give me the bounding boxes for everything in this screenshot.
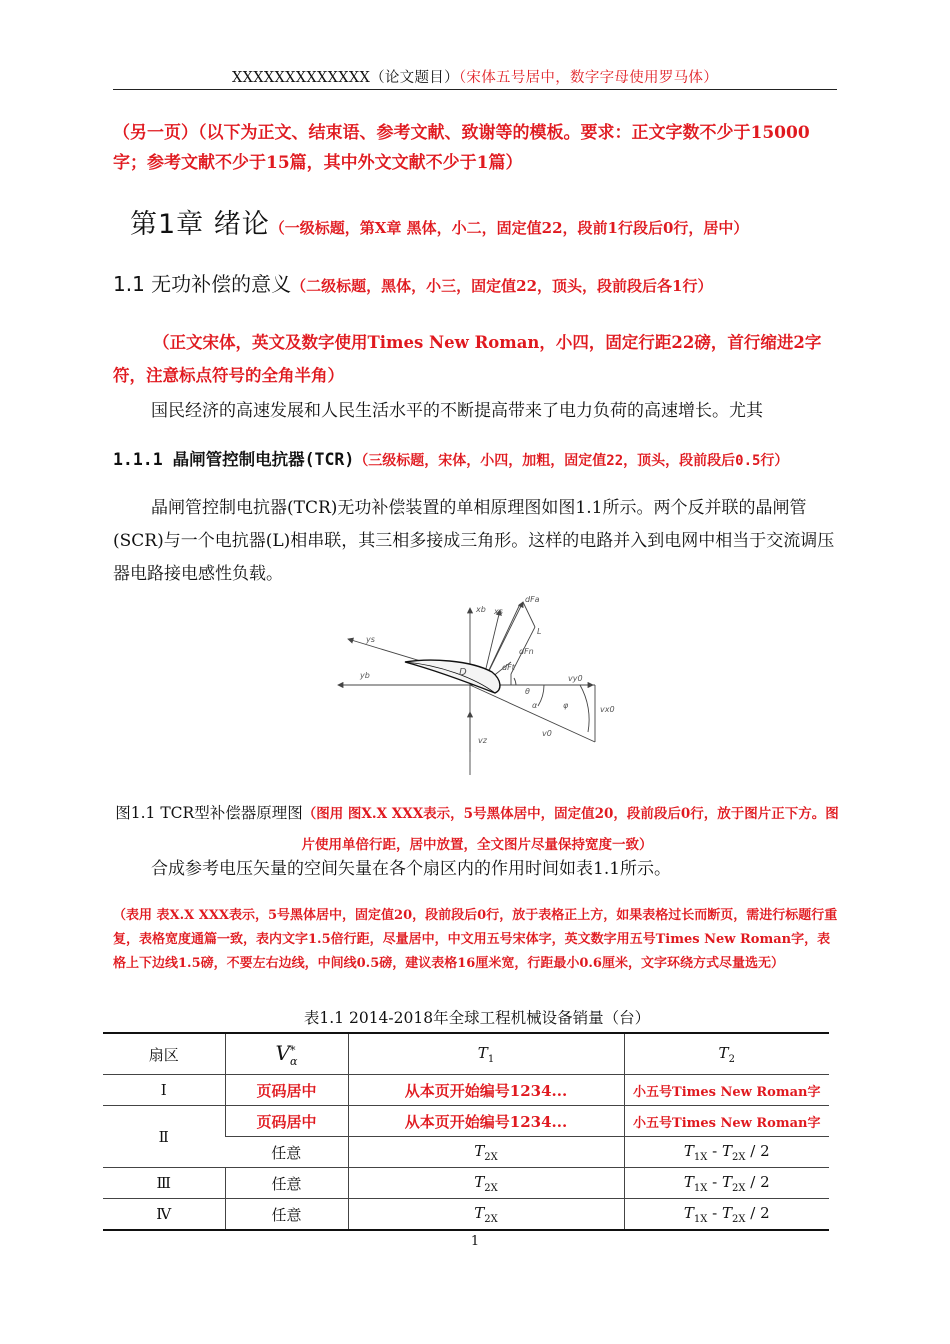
table-row — [103, 1168, 829, 1199]
section-note: （二级标题，黑体，小三，固定值22，顶头，段前段后各1行） — [291, 277, 713, 295]
section-title: 1.1 无功补偿的意义 — [113, 272, 292, 296]
cell-note: 页码居中 — [225, 1075, 348, 1106]
cell-note: 从本页开始编号1234... — [348, 1106, 624, 1137]
data-table — [103, 1032, 829, 1231]
chapter-heading — [130, 202, 850, 241]
cell-note: 从本页开始编号1234... — [348, 1075, 624, 1106]
cell-t2x: $T_{2X}$ — [348, 1137, 624, 1168]
chapter-title: 第1章 绪论 — [130, 209, 270, 240]
label-D: D — [459, 667, 467, 678]
table-row — [103, 1075, 829, 1106]
label-vy0: vy0 — [568, 674, 583, 683]
cell-sector: Ⅳ — [103, 1199, 225, 1231]
paragraph: 晶闸管控制电抗器(TCR)无功补偿装置的单相原理图如图1.1所示。两个反并联的晶闸管(SCR)与一个电抗器(L)相串联，其三相多接成三角形。这样的电路并入到电网中相当于交流调压器电路接电感性负载。 — [113, 498, 835, 584]
header-t1: $T_1$ — [348, 1033, 624, 1075]
subsection-note: （三级标题，宋体，小四，加粗，固定值22，顶头，段前段后0.5行） — [354, 453, 789, 469]
label-dFa: dFa — [525, 595, 540, 604]
header-rule — [113, 89, 837, 90]
cell-t2x: $T_{2X}$ — [348, 1199, 624, 1231]
subsection-title: 1.1.1 晶闸管控制电抗器(TCR) — [113, 450, 355, 469]
label-vz: vz — [478, 736, 487, 745]
cell-value: 任意 — [225, 1199, 348, 1231]
header-t2: $T_2$ — [624, 1033, 829, 1075]
section-heading — [113, 268, 843, 297]
cell-formula: $T_{1X} - T_{2X} / 2$ — [624, 1199, 829, 1231]
label-xb: xb — [476, 605, 486, 614]
cell-formula: $T_{1X} - T_{2X} / 2$ — [624, 1137, 829, 1168]
header-sector: 扇区 — [103, 1033, 225, 1075]
figure-caption — [113, 798, 841, 860]
label-xs: xs — [494, 607, 503, 616]
cell-value: 任意 — [225, 1168, 348, 1199]
table-row — [103, 1106, 829, 1137]
header-note: （宋体五号居中，数字字母使用罗马体） — [458, 70, 719, 86]
cell-formula: $T_{1X} - T_{2X} / 2$ — [624, 1168, 829, 1199]
cell-note: 小五号Times New Roman字 — [624, 1106, 829, 1137]
paragraph: 国民经济的高速发展和人民生活水平的不断提高带来了电力负荷的高速增长。尤其 — [151, 401, 763, 421]
cell-t2x: $T_{2X}$ — [348, 1168, 624, 1199]
cell-sector: Ⅲ — [103, 1168, 225, 1199]
cell-sector: Ⅱ — [103, 1106, 225, 1168]
subsection-heading — [113, 446, 853, 470]
label-yb: yb — [360, 671, 370, 680]
force-diagram-figure — [330, 592, 620, 782]
cell-note: 页码居中 — [225, 1106, 348, 1137]
running-header — [113, 66, 837, 87]
label-v0: v0 — [542, 729, 552, 738]
label-vx0: vx0 — [600, 705, 615, 714]
label-phi: φ — [563, 701, 569, 710]
table-header-row — [103, 1033, 829, 1075]
cell-value: 任意 — [225, 1137, 348, 1168]
table-caption: 表1.1 2014-2018年全球工程机械设备销量（台） — [303, 1009, 651, 1027]
paragraph: 合成参考电压矢量的空间矢量在各个扇区内的作用时间如表1.1所示。 — [151, 859, 672, 879]
cell-note: 小五号Times New Roman字 — [624, 1075, 829, 1106]
label-dFt: dFt — [502, 663, 515, 672]
figure-caption-title: 图1.1 TCR型补偿器原理图 — [115, 804, 303, 822]
cell-sector: Ⅰ — [103, 1075, 225, 1106]
label-theta: θ — [525, 687, 530, 696]
label-alpha: α — [532, 701, 538, 710]
figure-caption-note: （图用 图X.X XXX表示，5号黑体居中，固定值20，段前段后0行，放于图片正下方。图片使用单倍行距，居中放置，全文图片尽量保持宽度一致） — [301, 806, 839, 853]
header-title: XXXXXXXXXXXXX（论文题目） — [231, 70, 459, 86]
table-format-note: （表用 表X.X XXX表示，5号黑体居中，固定值20，段前段后0行，放于表格正上方，如果表格过长而断页，需进行标题行重复，表格宽度通篇一致，表内文字1.5倍行距，尽量居中，中文用五号宋体字，英文数字用五号Times New Roman字，表格上下边线1.5磅，不要左右边线，中间线0.5磅，建议表格16厘米宽，行距最小0.6厘米，文字环绕方式尽量选无） — [113, 908, 838, 971]
body-format-note: （正文宋体，英文及数字使用Times New Roman，小四，固定行距22磅，首行缩进2字符，注意标点符号的全角半角） — [113, 333, 822, 385]
label-L: L — [537, 627, 542, 636]
chapter-note: （一级标题，第X章 黑体，小二，固定值22，段前1行段后0行，居中） — [269, 219, 749, 237]
template-note: （另一页）（以下为正文、结束语、参考文献、致谢等的模板。要求：正文字数不少于15000字；参考文献不少于15篇，其中外文文献不少于1篇） — [113, 123, 810, 173]
header-v-alpha: V * α — [225, 1033, 348, 1075]
table-row — [103, 1199, 829, 1231]
page-number: 1 — [470, 1234, 480, 1249]
label-dFn: dFn — [519, 647, 534, 656]
label-ys: ys — [366, 635, 375, 644]
